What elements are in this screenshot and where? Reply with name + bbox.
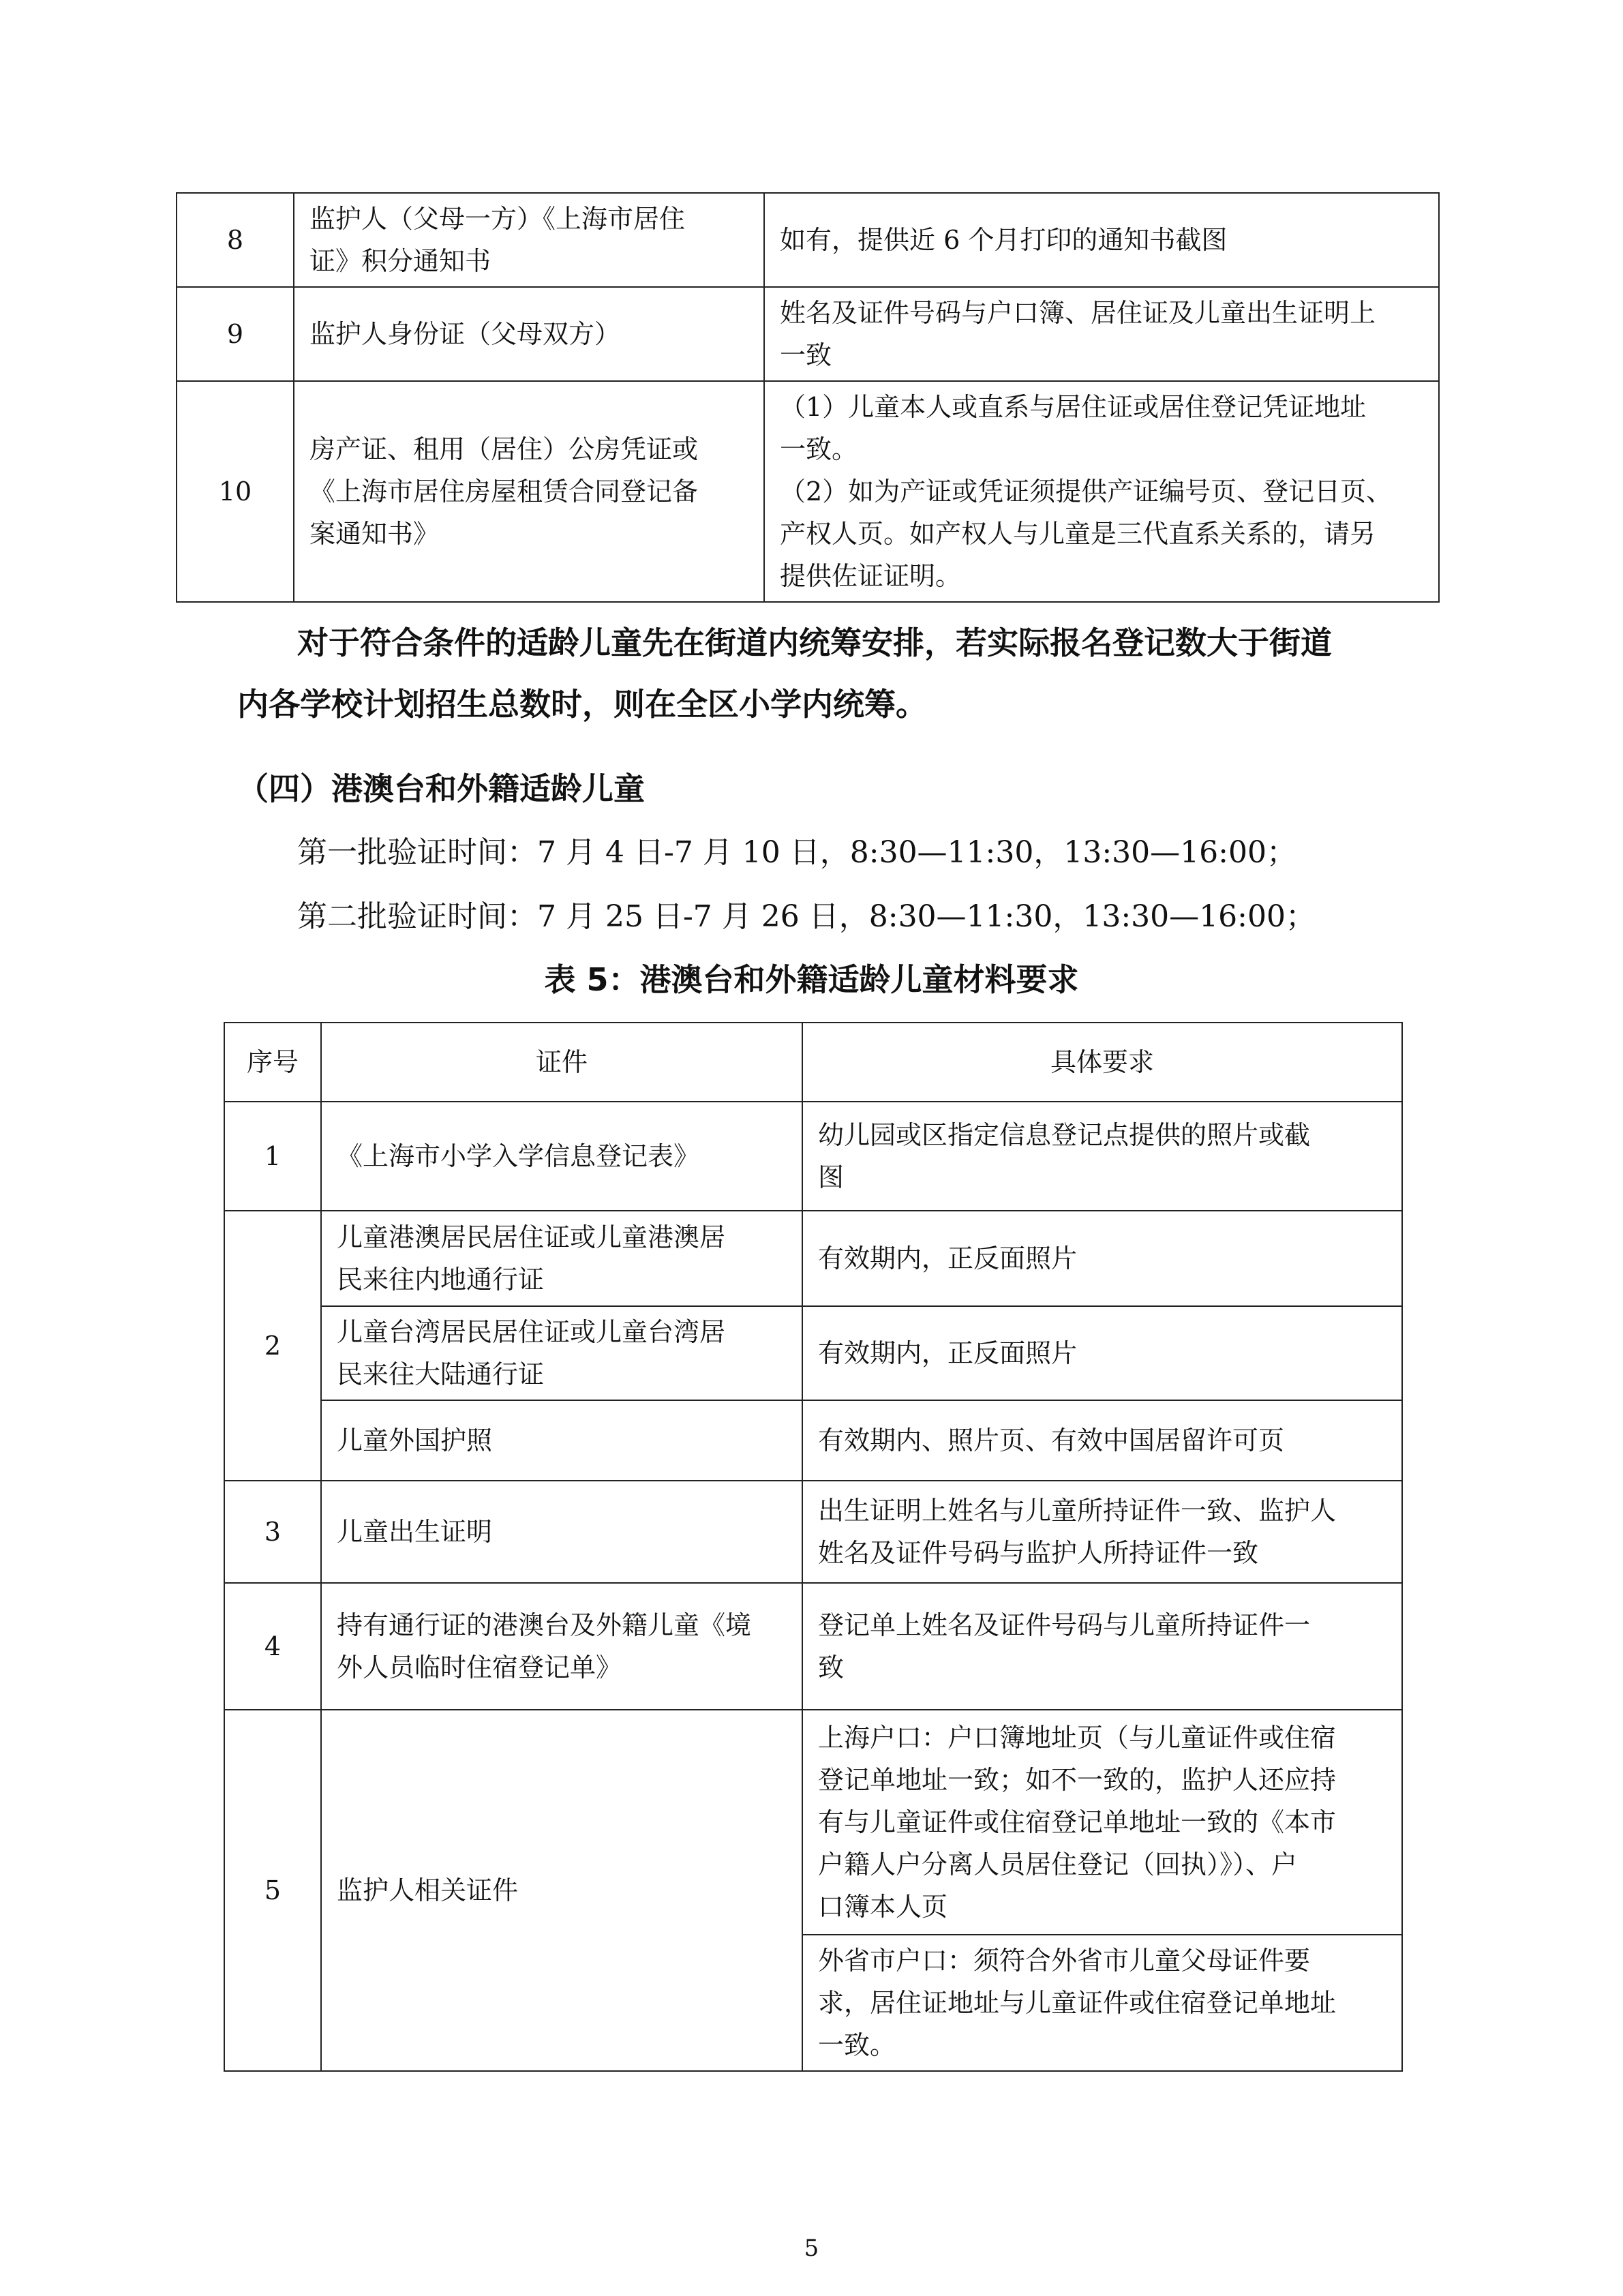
requirement-cell: 登记单上姓名及证件号码与儿童所持证件一 致	[802, 1583, 1402, 1710]
requirement-cell: 外省市户口：须符合外省市儿童父母证件要 求，居住证地址与儿童证件或住宿登记单地址 一致。	[802, 1935, 1402, 2071]
requirement-cell: 姓名及证件号码与户口簿、居住证及儿童出生证明上 一致	[764, 287, 1439, 381]
document-cell: 儿童出生证明	[321, 1481, 802, 1583]
table-header-row	[224, 1023, 1402, 1102]
header-no: 序号	[224, 1023, 321, 1102]
paragraph-line-1: 对于符合条件的适龄儿童先在街道内统筹安排，若实际报名登记数大于街道	[297, 624, 1332, 661]
row-number: 10	[177, 381, 294, 602]
batch-1-time: 第一批验证时间：7 月 4 日-7 月 10 日，8:30—11:30，13:30—16:00；	[297, 835, 1296, 870]
table-caption: 表 5：港澳台和外籍适龄儿童材料要求	[544, 961, 1079, 998]
header-requirement: 具体要求	[802, 1023, 1402, 1102]
requirement-cell: 有效期内，正反面照片	[802, 1211, 1402, 1306]
requirement-cell: 有效期内，正反面照片	[802, 1306, 1402, 1400]
document-cell: 持有通行证的港澳台及外籍儿童《境 外人员临时住宿登记单》	[321, 1583, 802, 1710]
table-row	[177, 381, 1439, 602]
row-number: 9	[177, 287, 294, 381]
row-number: 4	[224, 1583, 321, 1710]
requirement-cell: 幼儿园或区指定信息登记点提供的照片或截 图	[802, 1102, 1402, 1211]
batch-2-time: 第二批验证时间：7 月 25 日-7 月 26 日，8:30—11:30，13:30—16:00；	[297, 899, 1316, 934]
table-row	[224, 1400, 1402, 1481]
document-cell: 《上海市小学入学信息登记表》	[321, 1102, 802, 1211]
table-row	[224, 1710, 1402, 1935]
document-cell: 房产证、租用（居住）公房凭证或 《上海市居住房屋租赁合同登记备 案通知书》	[294, 381, 764, 602]
table-row	[224, 1306, 1402, 1400]
materials-table-continued	[176, 192, 1440, 603]
table-row	[224, 1211, 1402, 1306]
row-number: 1	[224, 1102, 321, 1211]
requirement-cell: 上海户口：户口簿地址页（与儿童证件或住宿 登记单地址一致；如不一致的，监护人还应持 有与儿童证件或住宿登记单地址一致的《本市 户籍人户分离人员居住登记（回执）》）、户 口簿本人页	[802, 1710, 1402, 1935]
document-cell: 监护人相关证件	[321, 1710, 802, 2071]
paragraph-line-2: 内各学校计划招生总数时，则在全区小学内统筹。	[237, 686, 927, 723]
page-number: 5	[804, 2235, 819, 2262]
table-row	[224, 1481, 1402, 1583]
document-cell: 监护人身份证（父母双方）	[294, 287, 764, 381]
row-number: 3	[224, 1481, 321, 1583]
table-row	[177, 287, 1439, 381]
table-5	[224, 1022, 1403, 2072]
requirement-cell: 有效期内、照片页、有效中国居留许可页	[802, 1400, 1402, 1481]
table-row	[224, 1583, 1402, 1710]
section-title: （四）港澳台和外籍适龄儿童	[237, 770, 645, 807]
document-cell: 监护人（父母一方）《上海市居住 证》积分通知书	[294, 193, 764, 287]
requirement-cell: （1）儿童本人或直系与居住证或居住登记凭证地址 一致。 （2）如为产证或凭证须提供产证编号页、登记日页、 产权人页。如产权人与儿童是三代直系关系的，请另 提供佐证证明。	[764, 381, 1439, 602]
row-number: 2	[224, 1211, 321, 1481]
row-number: 5	[224, 1710, 321, 2071]
document-cell: 儿童台湾居民居住证或儿童台湾居 民来往大陆通行证	[321, 1306, 802, 1400]
header-document: 证件	[321, 1023, 802, 1102]
row-number: 8	[177, 193, 294, 287]
table-row	[224, 1102, 1402, 1211]
requirement-cell: 如有，提供近 6 个月打印的通知书截图	[764, 193, 1439, 287]
requirement-cell: 出生证明上姓名与儿童所持证件一致、监护人 姓名及证件号码与监护人所持证件一致	[802, 1481, 1402, 1583]
table-row	[177, 193, 1439, 287]
document-cell: 儿童港澳居民居住证或儿童港澳居 民来往内地通行证	[321, 1211, 802, 1306]
document-cell: 儿童外国护照	[321, 1400, 802, 1481]
